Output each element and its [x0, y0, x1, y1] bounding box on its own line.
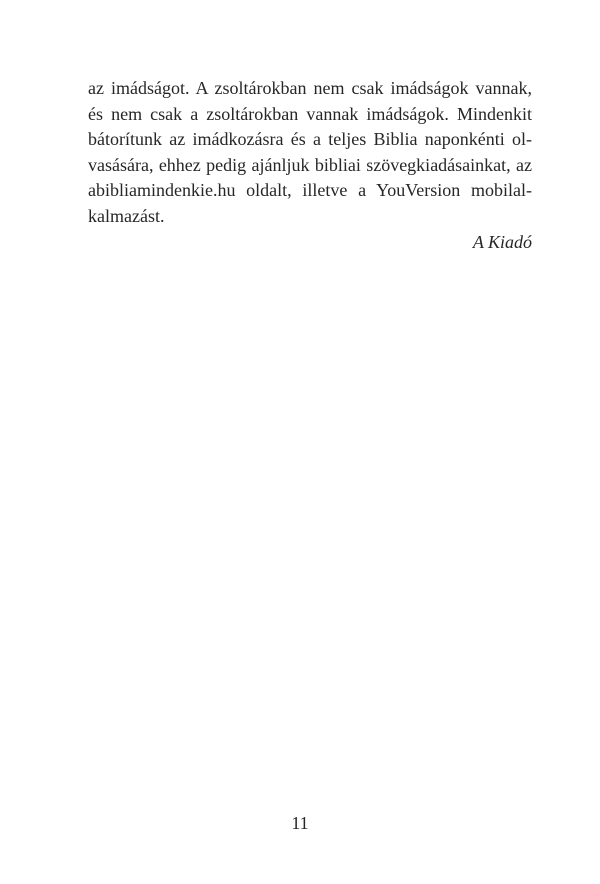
paragraph-line: abibliamindenkie.hu oldalt, illetve a YouVersion mobilal- — [88, 180, 532, 201]
paragraph-line: az imádságot. A zsoltárokban nem csak imádságok vannak, — [88, 78, 532, 98]
paragraph-line-last: kalmazást. — [88, 205, 165, 226]
paragraph-line: és nem csak a zsoltárokban vannak imádságok. Mindenkit — [88, 103, 532, 124]
byline-publisher: A Kiadó — [472, 231, 532, 252]
body-text-block — [88, 76, 532, 255]
paragraph-line: bátorítunk az imádkozásra és a teljes Biblia naponkénti ol- — [88, 129, 532, 150]
paragraph-line: vasására, ehhez pedig ajánljuk bibliai szövegkiadásainkat, az — [88, 154, 532, 175]
page-number: 11 — [291, 813, 309, 833]
